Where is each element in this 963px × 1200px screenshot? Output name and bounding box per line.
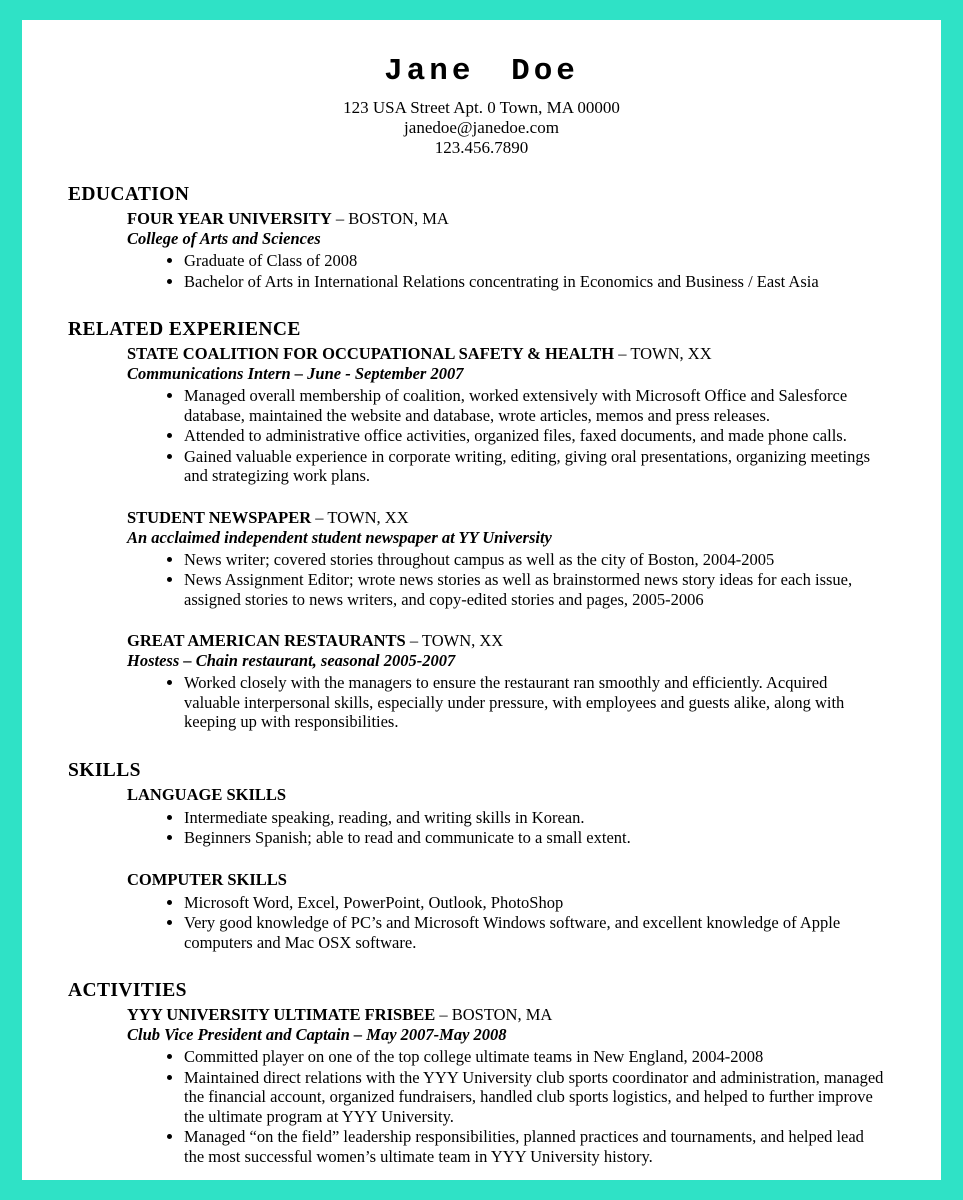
entry-language-skills bbox=[127, 785, 885, 848]
entry-subtitle: An acclaimed independent student newspaper at YY University bbox=[127, 527, 552, 547]
entry-title-line bbox=[127, 631, 885, 651]
entry-org: STUDENT NEWSPAPER bbox=[127, 507, 312, 527]
section-heading: SKILLS bbox=[68, 759, 141, 781]
section-heading: EDUCATION bbox=[68, 184, 190, 205]
bullet-list bbox=[127, 673, 885, 732]
section-entries bbox=[127, 344, 885, 732]
bullet-list bbox=[127, 251, 885, 291]
bullet-item: • Very good knowledge of PC’s and Microsoft Windows software, and excellent knowledge of Apple computers and Mac OSX software. bbox=[184, 913, 885, 952]
entry-four-year-university bbox=[127, 209, 885, 291]
entry-org: FOUR YEAR UNIVERSITY bbox=[127, 209, 332, 228]
entry-org: COMPUTER SKILLS bbox=[127, 869, 287, 889]
entry-subtitle: Communications Intern – June - September 2007 bbox=[127, 364, 464, 383]
bullet-item: • Managed “on the field” leadership responsibilities, planned practices and tournaments, and helped lead the most successful women’s ultimate team in YYY University history. bbox=[184, 1127, 885, 1166]
entry-org: YYY UNIVERSITY ULTIMATE FRISBEE bbox=[127, 1005, 436, 1024]
entry-subtitle: College of Arts and Sciences bbox=[127, 229, 321, 248]
entry-title-line bbox=[127, 870, 885, 890]
address-line: 123 USA Street Apt. 0 Town, MA 00000 bbox=[343, 98, 620, 117]
section-entries bbox=[127, 209, 885, 291]
section-related-experience bbox=[68, 319, 885, 732]
entry-location: – TOWN, XX bbox=[614, 344, 712, 363]
bullet-item: • Bachelor of Arts in International Relations concentrating in Economics and Business / East Asia bbox=[184, 272, 885, 292]
resume-name: Jane Doe bbox=[384, 54, 579, 89]
bullet-item: • News Assignment Editor; wrote news stories as well as brainstormed news story ideas for each issue, assigned stories to news writers, and copy-edited stories and pages, 2005-2006 bbox=[184, 570, 885, 609]
bullet-item: • Microsoft Word, Excel, PowerPoint, Outlook, PhotoShop bbox=[184, 893, 885, 913]
entry-title-line bbox=[127, 508, 885, 528]
entry-location: – TOWN, XX bbox=[405, 631, 504, 650]
entry-state-coalition bbox=[127, 344, 885, 486]
phone-line: 123.456.7890 bbox=[434, 138, 529, 157]
bullet-list bbox=[127, 1047, 885, 1166]
bullet-item: • Attended to administrative office activities, organized files, faxed documents, and made phone calls. bbox=[184, 426, 885, 446]
bullet-list bbox=[127, 808, 885, 848]
bullet-list bbox=[127, 386, 885, 486]
entry-org: GREAT AMERICAN RESTAURANTS bbox=[127, 631, 406, 650]
entry-subtitle: Hostess – Chain restaurant, seasonal 2005-2007 bbox=[127, 651, 456, 670]
resume-header bbox=[22, 20, 941, 158]
bullet-item: • Maintained direct relations with the YYY University club sports coordinator and administration, managed the financial account, organized fundraisers, handled club sports logistics, and helped to further improve the ultimate program at YYY University. bbox=[184, 1068, 885, 1127]
bullet-item: • Gained valuable experience in corporate writing, editing, giving oral presentations, organizing meetings and strategizing work plans. bbox=[184, 447, 885, 486]
section-heading: RELATED EXPERIENCE bbox=[68, 319, 301, 340]
entry-subtitle: Club Vice President and Captain – May 2007-May 2008 bbox=[127, 1025, 507, 1044]
entry-computer-skills bbox=[127, 870, 885, 953]
entry-student-newspaper bbox=[127, 508, 885, 610]
section-heading: ACTIVITIES bbox=[68, 980, 187, 1001]
section-skills bbox=[68, 760, 885, 953]
entry-location: – TOWN, XX bbox=[311, 507, 409, 527]
entry-great-american-restaurants bbox=[127, 631, 885, 732]
resume-page bbox=[22, 20, 941, 1180]
bullet-list bbox=[127, 550, 885, 610]
bullet-item: • Intermediate speaking, reading, and writing skills in Korean. bbox=[184, 808, 885, 828]
bullet-item: • Graduate of Class of 2008 bbox=[184, 251, 885, 271]
bullet-item: • News writer; covered stories throughout campus as well as the city of Boston, 2004-2005 bbox=[184, 550, 885, 570]
bullet-item: • Committed player on one of the top college ultimate teams in New England, 2004-2008 bbox=[184, 1047, 885, 1067]
section-activities bbox=[68, 980, 885, 1166]
bullet-item: • Beginners Spanish; able to read and communicate to a small extent. bbox=[184, 828, 885, 848]
resume-body bbox=[22, 158, 941, 1166]
entry-location: – BOSTON, MA bbox=[331, 209, 449, 228]
entry-location: – BOSTON, MA bbox=[435, 1005, 553, 1024]
entry-title-line bbox=[127, 344, 885, 364]
entry-org: STATE COALITION FOR OCCUPATIONAL SAFETY & HEALTH bbox=[127, 344, 615, 363]
section-entries bbox=[127, 785, 885, 953]
entry-title-line bbox=[127, 1005, 885, 1025]
entry-ultimate-frisbee bbox=[127, 1005, 885, 1166]
bullet-item: • Worked closely with the managers to ensure the restaurant ran smoothly and efficiently. Acquired valuable interpersonal skills, especially under pressure, with employees and guests alike, along with keeping up with responsibilities. bbox=[184, 673, 885, 732]
entry-title-line bbox=[127, 785, 885, 805]
email-line: janedoe@janedoe.com bbox=[404, 118, 559, 137]
bullet-list bbox=[127, 893, 885, 953]
section-entries bbox=[127, 1005, 885, 1166]
entry-title-line bbox=[127, 209, 885, 229]
entry-org: LANGUAGE SKILLS bbox=[127, 784, 287, 804]
section-education bbox=[68, 184, 885, 291]
bullet-item: • Managed overall membership of coalition, worked extensively with Microsoft Office and Salesforce database, maintained the website and database, wrote articles, memos and press releases. bbox=[184, 386, 885, 425]
